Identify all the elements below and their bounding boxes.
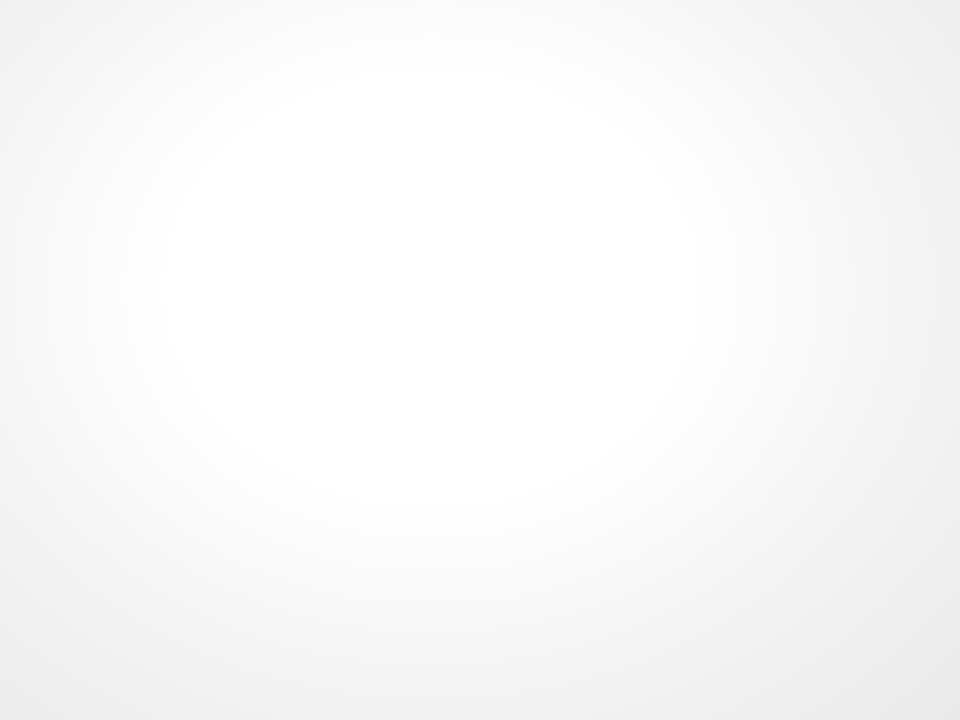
sidebar-block-top — [889, 0, 960, 576]
decorative-sidebar — [889, 0, 960, 720]
sidebar-block-middle — [889, 576, 960, 648]
sidebar-block-bottom — [889, 648, 960, 720]
standards-list — [62, 161, 902, 179]
